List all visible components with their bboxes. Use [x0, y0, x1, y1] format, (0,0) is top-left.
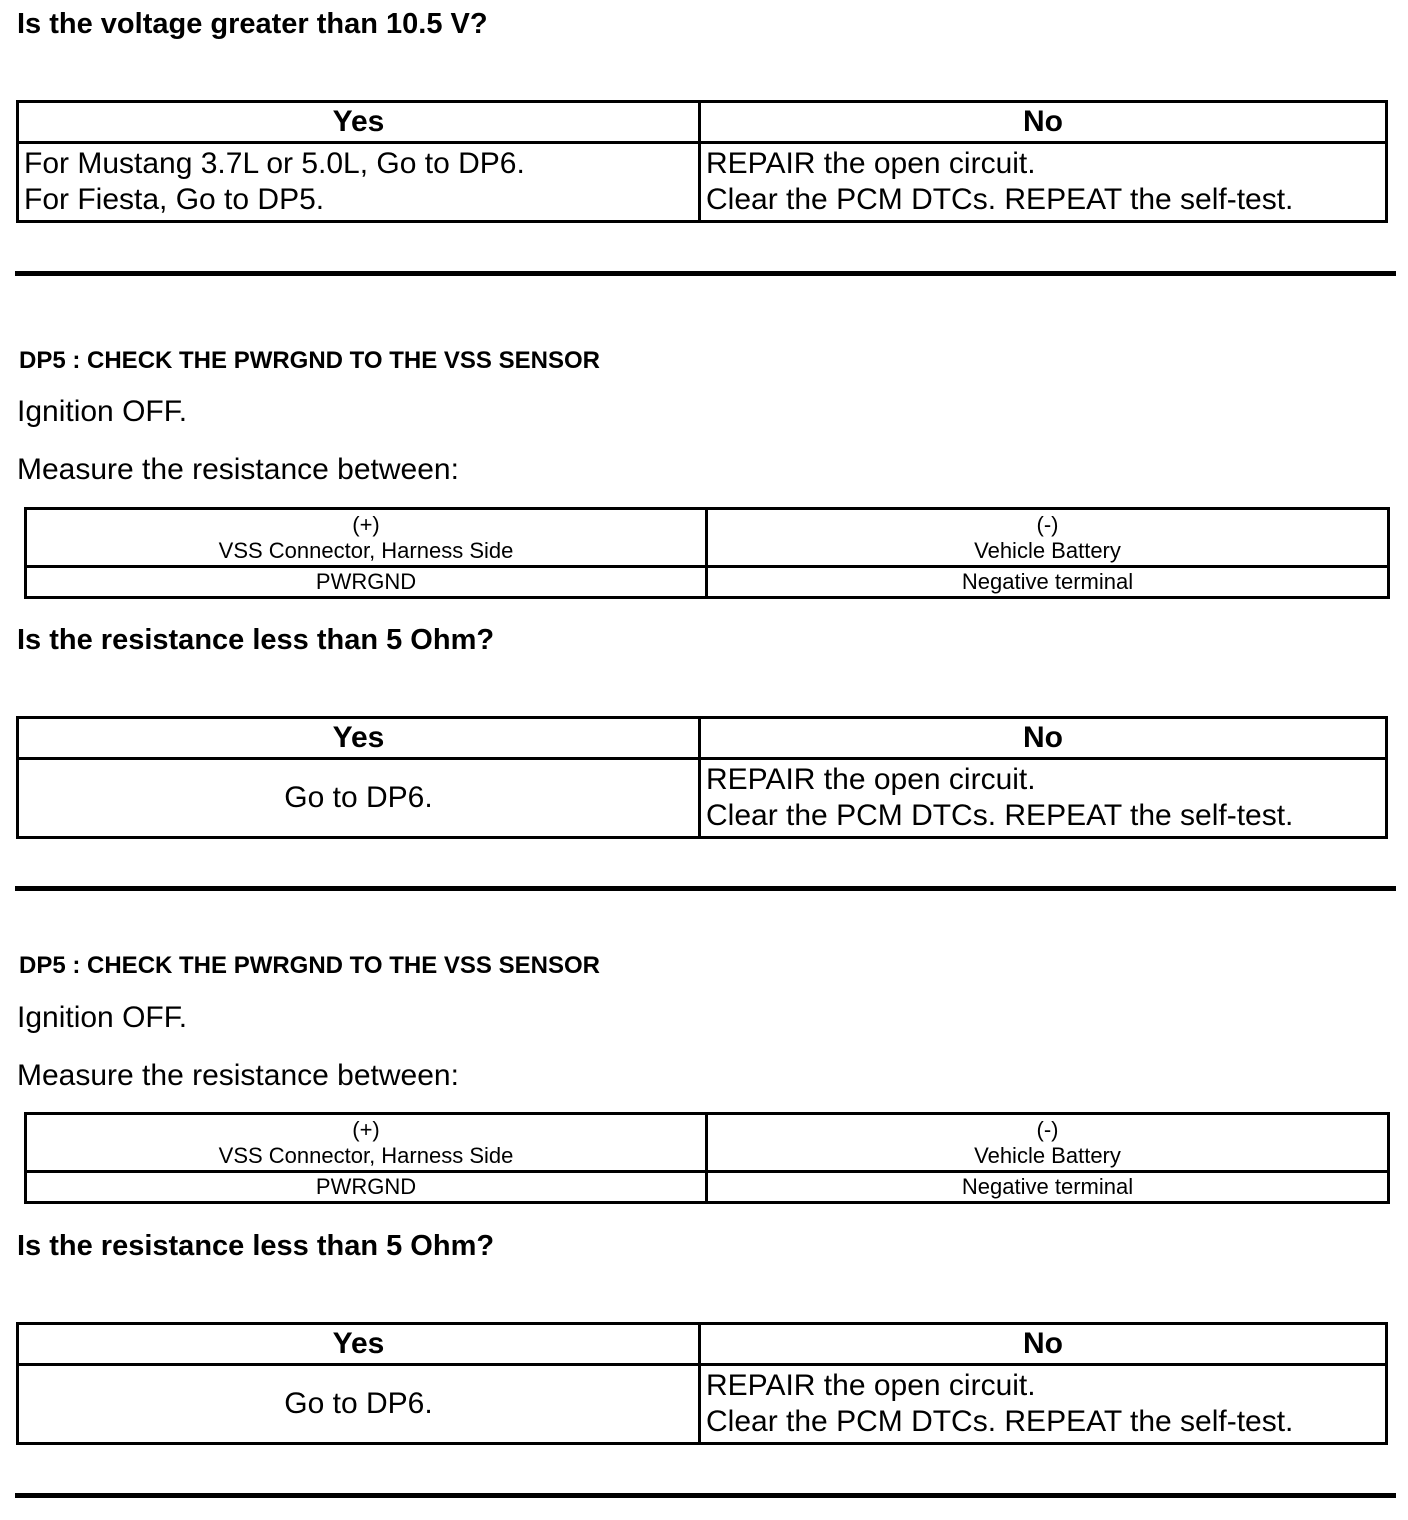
resistance-question: Is the resistance less than 5 Ohm? [17, 1230, 495, 1262]
no-header: No [700, 102, 1387, 143]
positive-value: PWRGND [26, 567, 707, 598]
no-line: Clear the PCM DTCs. REPEAT the self-test. [706, 1405, 1294, 1438]
step-measure: Measure the resistance between: [17, 1059, 459, 1092]
resistance-question: Is the resistance less than 5 Ohm? [17, 624, 495, 656]
negative-value: Negative terminal [707, 567, 1389, 598]
no-header: No [700, 718, 1387, 759]
positive-label: VSS Connector, Harness Side [218, 537, 514, 563]
positive-label: VSS Connector, Harness Side [218, 1142, 514, 1168]
section-divider [15, 886, 1396, 891]
resistance-answer-table [16, 1322, 1388, 1445]
no-line: REPAIR the open circuit. [706, 147, 1036, 180]
yes-cell [18, 143, 700, 222]
measure-table [24, 507, 1390, 599]
no-cell [700, 759, 1387, 838]
step-ignition-off: Ignition OFF. [17, 395, 188, 428]
negative-polarity: (-) [1036, 511, 1059, 537]
dp5-title: DP5 : CHECK THE PWRGND TO THE VSS SENSOR [19, 952, 600, 979]
yes-line: For Mustang 3.7L or 5.0L, Go to DP6. [24, 147, 525, 180]
measure-col-negative [707, 1114, 1389, 1172]
negative-value: Negative terminal [707, 1172, 1389, 1203]
positive-polarity: (+) [352, 511, 380, 537]
measure-table [24, 1112, 1390, 1204]
no-cell [700, 143, 1387, 222]
yes-header: Yes [18, 718, 700, 759]
yes-line: For Fiesta, Go to DP5. [24, 183, 325, 216]
resistance-answer-table [16, 716, 1388, 839]
positive-value: PWRGND [26, 1172, 707, 1203]
yes-cell: Go to DP6. [18, 759, 700, 838]
voltage-answer-table [16, 100, 1388, 223]
no-line: Clear the PCM DTCs. REPEAT the self-test. [706, 183, 1294, 216]
section-divider [15, 271, 1396, 276]
no-header: No [700, 1324, 1387, 1365]
negative-label: Vehicle Battery [974, 537, 1121, 563]
step-ignition-off: Ignition OFF. [17, 1001, 188, 1034]
no-line: REPAIR the open circuit. [706, 1369, 1036, 1402]
section-divider [15, 1493, 1396, 1498]
measure-col-positive [26, 509, 707, 567]
dp5-title: DP5 : CHECK THE PWRGND TO THE VSS SENSOR [19, 347, 600, 374]
negative-polarity: (-) [1036, 1116, 1059, 1142]
negative-label: Vehicle Battery [974, 1142, 1121, 1168]
no-line: REPAIR the open circuit. [706, 763, 1036, 796]
yes-header: Yes [18, 102, 700, 143]
positive-polarity: (+) [352, 1116, 380, 1142]
step-measure: Measure the resistance between: [17, 453, 459, 486]
measure-col-positive [26, 1114, 707, 1172]
no-cell [700, 1365, 1387, 1444]
yes-cell: Go to DP6. [18, 1365, 700, 1444]
voltage-question: Is the voltage greater than 10.5 V? [17, 8, 488, 40]
yes-header: Yes [18, 1324, 700, 1365]
measure-col-negative [707, 509, 1389, 567]
no-line: Clear the PCM DTCs. REPEAT the self-test. [706, 799, 1294, 832]
